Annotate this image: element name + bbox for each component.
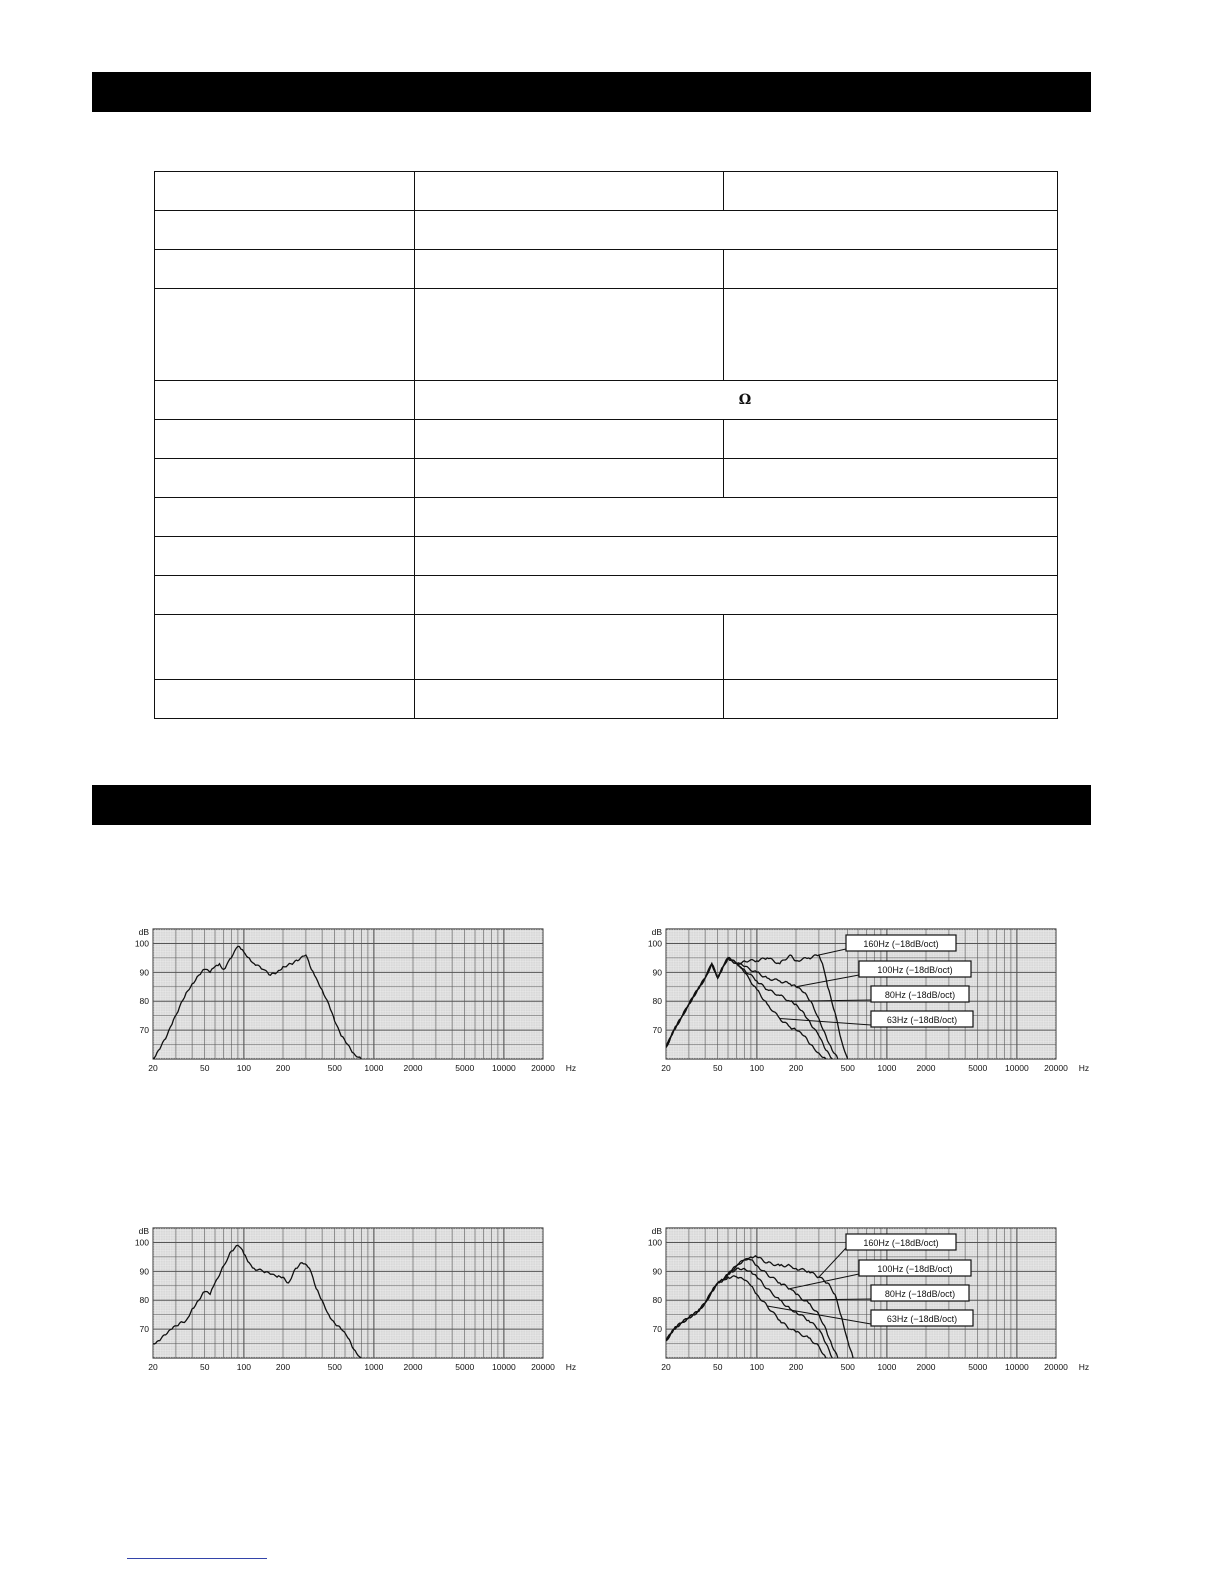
x-tick-label: 50 [712,1063,723,1073]
table-cell-label [155,615,415,680]
frequency-response-chart-4 [641,1221,1101,1376]
y-tick-label: 100 [134,938,149,949]
y-axis-label: dB [138,927,149,937]
x-tick-label: 200 [788,1362,804,1372]
section-header-bar-2 [92,785,1091,825]
x-tick-label: 2000 [916,1362,936,1372]
x-tick-label: 100 [749,1063,764,1073]
x-tick-label: 200 [275,1362,291,1372]
table-cell-label [155,172,415,211]
table-cell [415,420,724,459]
x-tick-label: 500 [327,1362,342,1372]
table-cell [415,680,724,719]
x-tick-label: 2000 [403,1362,423,1372]
x-tick-label: 20 [148,1362,158,1372]
callout-label: 63Hz (−18dB/oct) [886,1015,958,1025]
table-cell [724,459,1058,498]
table-row [155,250,1058,289]
y-tick-label: 100 [647,938,662,949]
table-cell-label [155,420,415,459]
table-cell-label [155,459,415,498]
x-tick-label: 5000 [455,1362,475,1372]
x-tick-label: 200 [788,1063,804,1073]
x-tick-label: 2000 [403,1063,423,1073]
x-tick-label: 20 [661,1362,671,1372]
y-tick-label: 70 [139,1324,149,1335]
table-row [155,289,1058,381]
x-tick-label: 5000 [455,1063,475,1073]
frequency-response-chart-1 [128,922,588,1077]
table-row [155,537,1058,576]
table-cell-label [155,498,415,537]
x-tick-label: 1000 [877,1063,897,1073]
x-tick-label: 1000 [877,1362,897,1372]
y-tick-label: 80 [652,996,662,1007]
x-tick-label: 500 [840,1063,855,1073]
x-tick-label: 50 [712,1362,723,1372]
x-tick-label: 10000 [492,1063,516,1073]
table-cell [415,289,724,381]
callout-label: 80Hz (−18dB/oct) [884,1289,956,1299]
table-cell-label [155,576,415,615]
ohm-symbol: Ω [738,392,752,408]
callout-label: 160Hz (−18dB/oct) [863,1238,939,1248]
table-cell-label [155,680,415,719]
x-axis-unit-label: Hz [1078,1063,1090,1073]
y-axis-label: dB [138,1226,149,1236]
y-axis-label: dB [651,927,662,937]
x-axis-unit-label: Hz [1078,1362,1090,1372]
y-tick-label: 90 [139,1266,149,1277]
x-tick-label: 2000 [916,1063,936,1073]
x-tick-label: 10000 [1005,1063,1029,1073]
table-cell [415,537,1058,576]
x-tick-label: 1000 [364,1362,384,1372]
x-tick-label: 50 [199,1063,210,1073]
y-tick-label: 100 [647,1237,662,1248]
x-tick-label: 100 [236,1362,251,1372]
y-tick-label: 80 [652,1295,662,1306]
table-cell-label [155,289,415,381]
section-header-bar-1 [92,72,1091,112]
frequency-response-chart-3 [128,1221,588,1376]
table-row [155,615,1058,680]
table-cell [415,211,1058,250]
x-axis-unit-label: Hz [565,1063,577,1073]
table-cell [724,250,1058,289]
table-cell [724,680,1058,719]
x-tick-label: 100 [236,1063,251,1073]
x-tick-label: 100 [749,1362,764,1372]
table-cell [415,250,724,289]
table-cell [724,172,1058,211]
x-tick-label: 50 [199,1362,210,1372]
y-tick-label: 70 [652,1324,662,1335]
table-cell [724,420,1058,459]
x-tick-label: 10000 [492,1362,516,1372]
frequency-response-chart-2 [641,922,1101,1077]
x-tick-label: 1000 [364,1063,384,1073]
table-row [155,680,1058,719]
callout-label: 100Hz (−18dB/oct) [877,965,953,975]
table-row [155,459,1058,498]
x-tick-label: 500 [840,1362,855,1372]
table-cell [415,381,1058,420]
y-tick-label: 90 [652,967,662,978]
x-tick-label: 20000 [1044,1362,1068,1372]
y-tick-label: 80 [139,1295,149,1306]
table-row [155,172,1058,211]
x-tick-label: 20 [661,1063,671,1073]
table-cell [415,459,724,498]
table-cell [415,615,724,680]
y-tick-label: 80 [139,996,149,1007]
callout-label: 160Hz (−18dB/oct) [863,939,939,949]
x-axis-unit-label: Hz [565,1362,577,1372]
x-tick-label: 200 [275,1063,291,1073]
y-tick-label: 70 [652,1025,662,1036]
x-tick-label: 5000 [968,1063,988,1073]
table-cell-label [155,211,415,250]
table-cell [724,615,1058,680]
table-cell [415,498,1058,537]
table-row [155,381,1058,420]
footer-rule [127,1558,267,1559]
callout-label: 80Hz (−18dB/oct) [884,990,956,1000]
table-cell-label [155,537,415,576]
specifications-table [154,171,1058,719]
table-cell-label [155,381,415,420]
table-cell-label [155,250,415,289]
y-tick-label: 90 [652,1266,662,1277]
y-tick-label: 70 [139,1025,149,1036]
x-tick-label: 5000 [968,1362,988,1372]
x-tick-label: 10000 [1005,1362,1029,1372]
y-tick-label: 100 [134,1237,149,1248]
table-row [155,420,1058,459]
x-tick-label: 20000 [1044,1063,1068,1073]
table-cell [724,289,1058,381]
x-tick-label: 20 [148,1063,158,1073]
x-tick-label: 20000 [531,1063,555,1073]
callout-label: 63Hz (−18dB/oct) [886,1314,958,1324]
y-tick-label: 90 [139,967,149,978]
table-row [155,576,1058,615]
table-cell [415,172,724,211]
table-cell [415,576,1058,615]
callout-label: 100Hz (−18dB/oct) [877,1264,953,1274]
x-tick-label: 500 [327,1063,342,1073]
y-axis-label: dB [651,1226,662,1236]
table-row [155,211,1058,250]
x-tick-label: 20000 [531,1362,555,1372]
table-row [155,498,1058,537]
